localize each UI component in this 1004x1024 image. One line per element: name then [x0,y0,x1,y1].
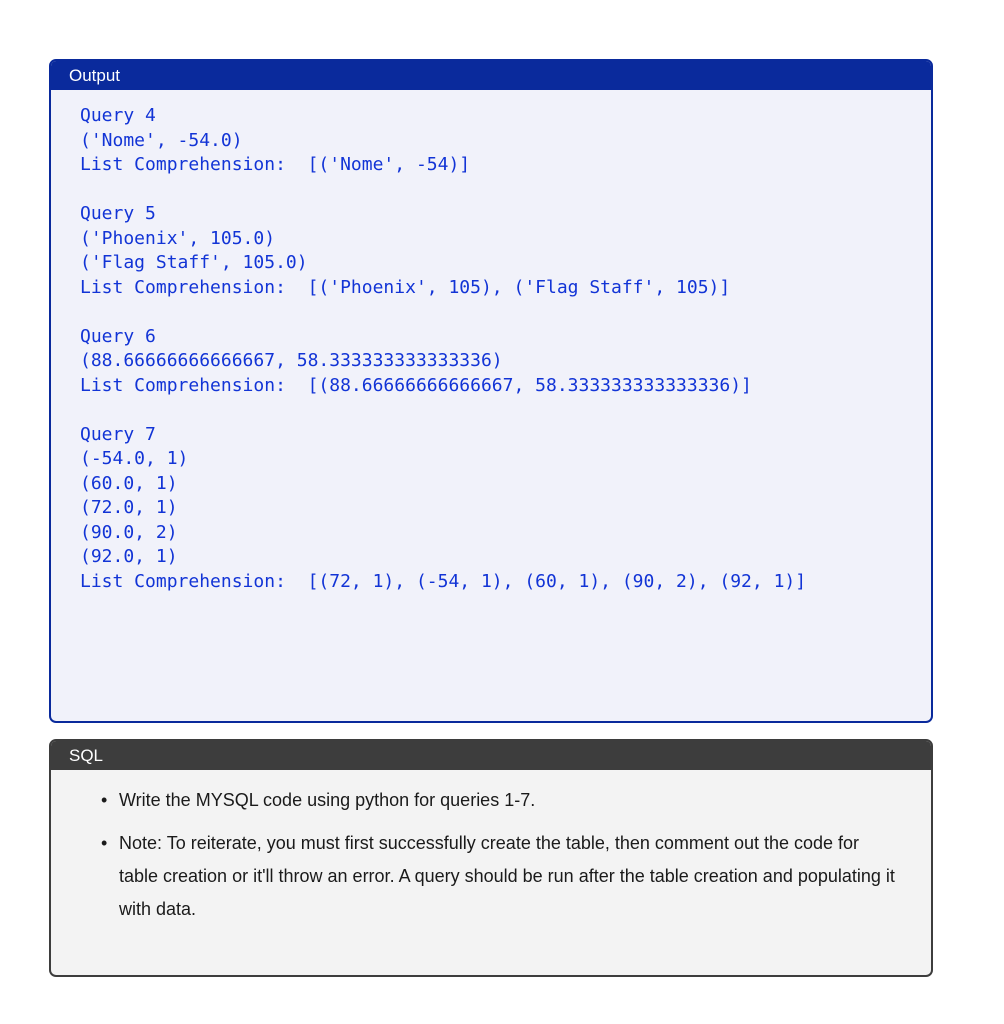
sql-instructions-list [51,770,931,926]
code-line: List Comprehension: [(72, 1), (-54, 1), (60, 1), (90, 2), (92, 1)] [80,570,807,592]
bullet-icon: • [101,833,108,853]
code-line: Query 6 [80,325,156,347]
code-line: List Comprehension: [('Phoenix', 105), ('Flag Staff', 105)] [80,276,731,298]
code-line: ('Flag Staff', 105.0) [80,252,308,273]
list-item-text: Write the MYSQL code using python for queries 1-7. [119,790,536,810]
output-code-block [51,90,931,594]
list-item [101,827,901,926]
code-line: (90.0, 2) [80,521,178,543]
code-blank-line [80,178,931,203]
code-blank-line [80,398,931,423]
code-line: Query 5 [80,203,156,224]
sql-panel-title: SQL [51,741,931,770]
code-line: (88.66666666666667, 58.333333333333336) [80,350,503,371]
code-line: (-54.0, 1) [80,448,189,469]
code-line: List Comprehension: [(88.66666666666667, 58.333333333333336)] [80,374,752,396]
bullet-icon: • [101,790,108,810]
sql-panel [49,739,933,977]
code-blank-line [80,300,931,325]
code-line: (92.0, 1) [80,546,178,567]
code-line: List Comprehension: [('Nome', -54)] [80,154,471,175]
code-line: ('Nome', -54.0) [80,129,243,151]
code-line: Query 4 [80,105,156,126]
code-line: (60.0, 1) [80,472,178,494]
code-line: (72.0, 1) [80,497,178,518]
list-item-text: Note: To reiterate, you must first successfully create the table, then comment out the code for table creation or it'll throw an error. A query should be run after the table creation and populating it with data. [119,833,895,919]
code-line: Query 7 [80,423,156,445]
list-item [101,784,901,817]
output-panel [49,59,933,723]
code-line: ('Phoenix', 105.0) [80,227,276,249]
output-panel-title: Output [51,61,931,90]
